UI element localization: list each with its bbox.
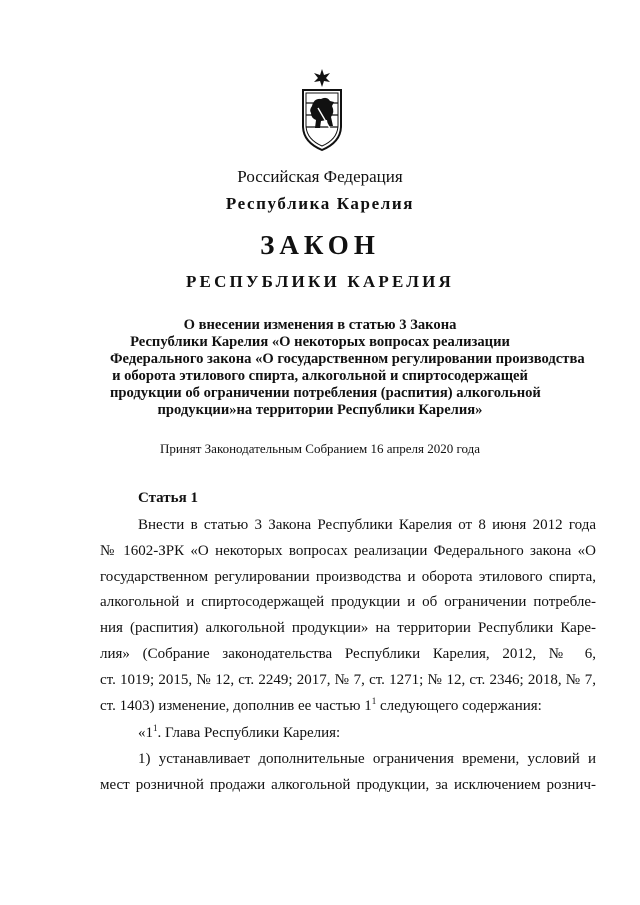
superscript: 1	[153, 723, 158, 733]
text-fragment: ст. 1403) изменение, дополнив ее частью 1	[100, 697, 372, 714]
text-fragment: следующего содержания:	[376, 697, 542, 714]
article-heading: Статья 1	[138, 490, 198, 506]
text-fragment: «1	[138, 725, 153, 741]
article-paragraph	[100, 513, 596, 719]
text-line	[100, 694, 596, 720]
country-name: Российская Федерация	[237, 167, 403, 186]
text-line: алкогольной и спиртосодержащей продукции и об ограничении потребле-	[100, 594, 596, 611]
article-paragraph	[100, 721, 596, 747]
karelia-coat-of-arms-icon	[297, 68, 347, 152]
text-line: 1) устанавливает дополнительные ограничения времени, условий и	[138, 751, 596, 767]
law-title-line: и оборота этилового спирта, алкогольной и спиртосодержащей	[112, 368, 528, 384]
document-issuer: РЕСПУБЛИКИ КАРЕЛИЯ	[185, 272, 455, 291]
text-line: лия» (Собрание законодательства Республики Карелия, 2012, № 6,	[100, 645, 596, 662]
republic-name: Республика Карелия	[225, 194, 415, 213]
text-line: мест розничной продажи алкогольной продукции, за исключением рознич-	[100, 776, 596, 793]
text-fragment: . Глава Республики Карелия:	[157, 725, 341, 741]
law-title-line: продукции»на территории Республики Карелия»	[157, 402, 483, 418]
law-title-line: продукции об ограничении потребления (распития) алкогольной	[110, 385, 541, 401]
law-title-line: О внесении изменения в статью 3 Закона	[183, 317, 457, 333]
text-line: ния (распития) алкогольной продукции» на территории Республики Каре-	[100, 620, 596, 637]
law-title	[110, 317, 585, 419]
adoption-note: Принят Законодательным Собранием 16 апреля 2020 года	[159, 441, 481, 456]
text-line: № 1602-ЗРК «О некоторых вопросах реализации Федерального закона «О	[100, 542, 596, 559]
superscript: 1	[371, 695, 377, 706]
text-line: Внести в статью 3 Закона Республики Карелия от 8 июня 2012 года	[138, 517, 596, 533]
document-type: ЗАКОН	[260, 230, 380, 260]
coat-of-arms	[297, 68, 347, 152]
law-title-line: Республики Карелия «О некоторых вопросах реализации	[130, 334, 510, 350]
text-line	[100, 721, 596, 747]
article-paragraph	[100, 747, 596, 799]
law-title-line: Федерального закона «О государственном регулировании производства	[110, 351, 585, 367]
text-line: государственном регулировании производства и оборота этилового спирта,	[100, 568, 596, 585]
text-line: ст. 1019; 2015, № 12, ст. 2249; 2017, № 7, ст. 1271; № 12, ст. 2346; 2018, № 7,	[100, 671, 596, 688]
